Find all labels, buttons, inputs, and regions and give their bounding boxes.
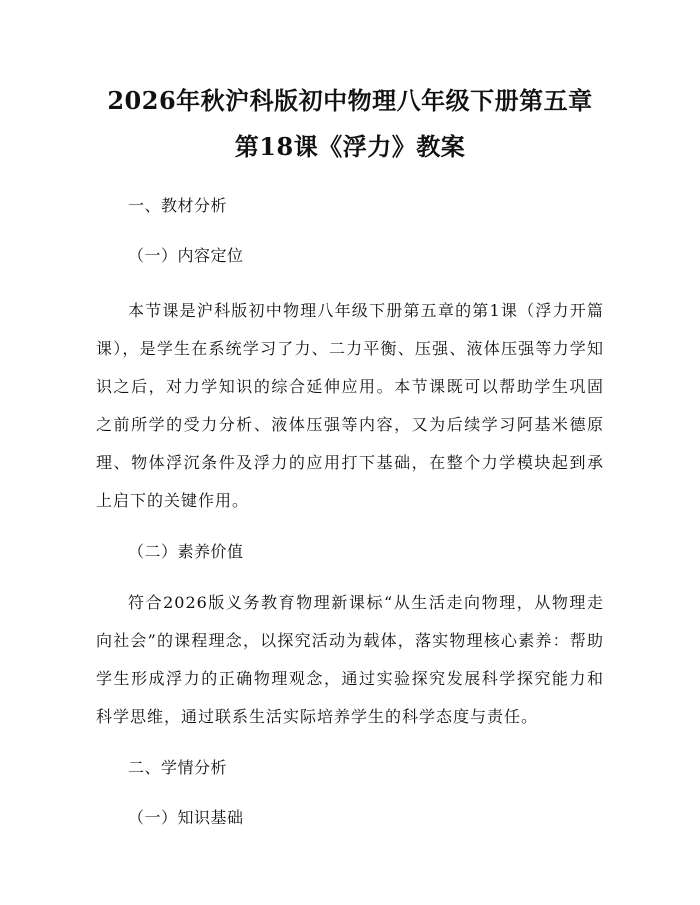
page-title <box>96 78 604 170</box>
title-line-1: 2026年秋沪科版初中物理八年级下册第五章 <box>107 86 593 115</box>
subsection-heading-1-2: （二）素养价值 <box>128 542 244 561</box>
section-heading-2: 二、学情分析 <box>128 758 228 777</box>
title-line-2: 第18课《浮力》教案 <box>234 132 466 161</box>
subsection-heading-2-1: （一）知识基础 <box>128 808 244 827</box>
paragraph-content-positioning: 本节课是沪科版初中物理八年级下册第五章的第1课（浮力开篇课），是学生在系统学习了力、二力平衡、压强、液体压强等力学知识之后，对力学知识的综合延伸应用。本节课既可以帮助学生巩固之前所学的受力分析、液体压强等内容，又为后续学习阿基米德原理、物体浮沉条件及浮力的应用打下基础，在整个力学模块起到承上启下的关键作用。 <box>96 301 604 510</box>
paragraph-literacy-value: 符合2026版义务教育物理新课标“从生活走向物理，从物理走向社会”的课程理念，以探究活动为载体，落实物理核心素养：帮助学生形成浮力的正确物理观念，通过实验探究发展科学探究能力和科学思维，通过联系生活实际培养学生的科学态度与责任。 <box>96 593 604 726</box>
section-heading-1: 一、教材分析 <box>128 196 228 215</box>
subsection-heading-1-1: （一）内容定位 <box>128 246 244 265</box>
